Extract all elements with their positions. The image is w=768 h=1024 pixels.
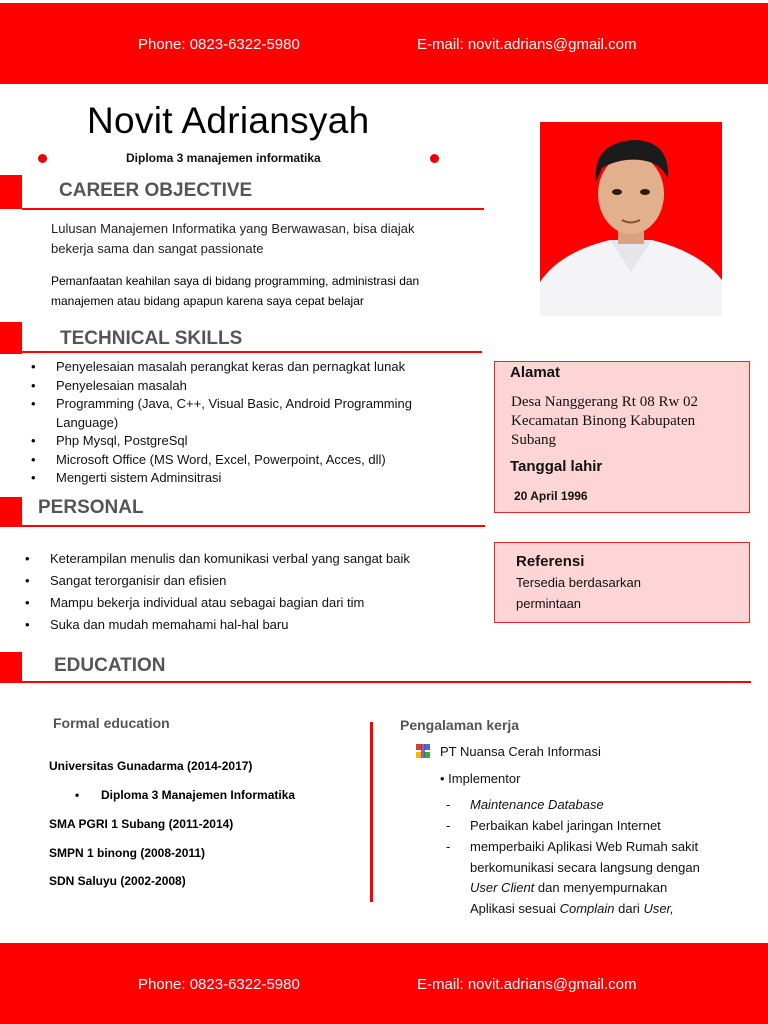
task-3-line-4 xyxy=(470,899,760,920)
candidate-name: Novit Adriansyah xyxy=(87,100,370,141)
profile-portrait-illustration xyxy=(540,122,722,316)
task-dash: - xyxy=(446,797,451,812)
personal-section-marker xyxy=(0,497,22,527)
list-item: • Microsoft Office (MS Word, Excel, Powerpoint, Acces, dll) xyxy=(31,451,471,470)
reference-line-2: permintaan xyxy=(516,596,582,611)
phone-contact-footer xyxy=(138,976,300,993)
education-sd: SDN Saluyu (2002-2008) xyxy=(49,874,186,888)
email-label: E-mail: xyxy=(417,976,464,993)
education-section-marker xyxy=(0,652,22,683)
task-3-line-4-c: dari xyxy=(614,900,644,916)
task-3-user: User, xyxy=(643,900,674,916)
task-1-text: Maintenance Database xyxy=(470,797,604,812)
task-3-complain: Complain xyxy=(559,900,615,916)
address-heading: Alamat xyxy=(510,364,561,381)
experience-task-2: Perbaikan kabel jaringan Internet xyxy=(470,818,661,833)
experience-task-3 xyxy=(470,837,760,919)
career-paragraph-1 xyxy=(51,219,414,259)
education-degree-bullet: • xyxy=(75,788,80,802)
address-line-3: Subang xyxy=(511,432,556,448)
task-dash: - xyxy=(446,818,451,833)
education-smp: SMPN 1 binong (2008-2011) xyxy=(49,846,206,860)
formal-education-heading: Formal education xyxy=(53,715,170,731)
career-paragraph-2 xyxy=(51,271,419,311)
list-item: • Keterampilan menulis dan komunikasi verbal yang sangat baik xyxy=(25,548,475,570)
phone-label: Phone: xyxy=(138,36,186,53)
decor-dot-left xyxy=(38,154,47,163)
birthdate-heading: Tanggal lahir xyxy=(510,458,603,475)
career-p2-line1: Pemanfaatan keahilan saya di bidang programming, administrasi dan xyxy=(51,274,420,288)
header-contact-band xyxy=(0,3,768,84)
profile-photo xyxy=(540,122,722,316)
career-section-rule xyxy=(22,208,484,210)
list-item: • Mampu bekerja individual atau sebagai bagian dari tim xyxy=(25,592,475,614)
phone-label: Phone: xyxy=(138,976,186,993)
list-item: • Suka dan mudah memahami hal-hal baru xyxy=(25,614,475,636)
personal-heading: PERSONAL xyxy=(38,497,144,518)
email-label: E-mail: xyxy=(417,36,464,53)
experience-company: PT Nuansa Cerah Informasi xyxy=(440,744,601,759)
email-address: novit.adrians@gmail.com xyxy=(467,976,637,993)
list-item-continuation: Language) xyxy=(56,414,119,430)
list-item: • Penyelesaian masalah xyxy=(31,377,471,396)
personal-list xyxy=(25,548,475,636)
birthdate-value: 20 April 1996 xyxy=(514,489,588,503)
list-item: • Php Mysql, PostgreSql xyxy=(31,432,471,451)
skills-section-rule xyxy=(22,351,482,353)
task-3-line-4-a: Aplikasi sesuai xyxy=(470,900,560,916)
experience-task-1 xyxy=(470,795,604,816)
experience-heading: Pengalaman kerja xyxy=(400,717,520,733)
technical-skills-heading: TECHNICAL SKILLS xyxy=(60,328,243,349)
education-divider xyxy=(370,722,373,902)
candidate-subtitle: Diploma 3 manajemen informatika xyxy=(126,151,321,165)
phone-contact xyxy=(138,36,300,53)
company-bullet-icon xyxy=(416,744,430,763)
phone-number: 0823-6322-5980 xyxy=(189,36,300,53)
list-item: • Penyelesaian masalah perangkat keras dan pernagkat lunak xyxy=(31,358,471,377)
career-p1-line2: bekerja sama dan sangat passionate xyxy=(51,241,264,256)
list-item: • Programming (Java, C++, Visual Basic, Android Programming xyxy=(31,395,471,414)
career-p1-line1: Lulusan Manajemen Informatika yang Berwawasan, bisa diajak xyxy=(51,221,415,236)
email-contact xyxy=(417,36,636,53)
skills-section-marker xyxy=(0,322,22,354)
reference-heading: Referensi xyxy=(516,553,585,570)
reference-line-1: Tersedia berdasarkan xyxy=(516,575,642,590)
task-3-line-3-rest: dan menyempurnakan xyxy=(534,880,668,895)
task-3-line-1: memperbaiki Aplikasi Web Rumah sakit xyxy=(470,839,699,854)
education-section-rule xyxy=(22,681,751,683)
education-university: Universitas Gunadarma (2014-2017) xyxy=(49,759,253,773)
list-item: • Mengerti sistem Adminsitrasi xyxy=(31,469,471,488)
skills-list xyxy=(31,358,471,488)
task-3-line-3 xyxy=(470,878,760,899)
address-text xyxy=(511,393,698,450)
career-section-marker xyxy=(0,175,22,209)
address-line-1: Desa Nanggerang Rt 08 Rw 02 xyxy=(511,394,699,410)
decor-dot-right xyxy=(430,154,439,163)
email-contact-footer xyxy=(417,976,636,993)
career-p2-line2: manajemen atau bidang apapun karena saya cepat belajar xyxy=(51,294,364,308)
task-3-line-2: berkomunikasi secara langsung dengan xyxy=(470,859,700,875)
list-item: • Sangat terorganisir dan efisien xyxy=(25,570,475,592)
reference-box xyxy=(494,542,750,623)
email-address: novit.adrians@gmail.com xyxy=(467,36,637,53)
phone-number: 0823-6322-5980 xyxy=(189,976,300,993)
education-sma: SMA PGRI 1 Subang (2011-2014) xyxy=(49,817,234,831)
footer-contact-band xyxy=(0,943,768,1024)
education-heading: EDUCATION xyxy=(54,655,166,676)
reference-text xyxy=(516,572,641,614)
address-box xyxy=(494,361,750,513)
task-3-user-client: User Client xyxy=(470,880,535,895)
task-dash: - xyxy=(446,839,451,854)
personal-section-rule xyxy=(22,525,485,527)
experience-role: • Implementor xyxy=(440,771,521,786)
career-objective-heading: CAREER OBJECTIVE xyxy=(59,180,253,201)
address-line-2: Kecamatan Binong Kabupaten xyxy=(511,413,696,429)
education-degree: Diploma 3 Manajemen Informatika xyxy=(101,788,296,802)
